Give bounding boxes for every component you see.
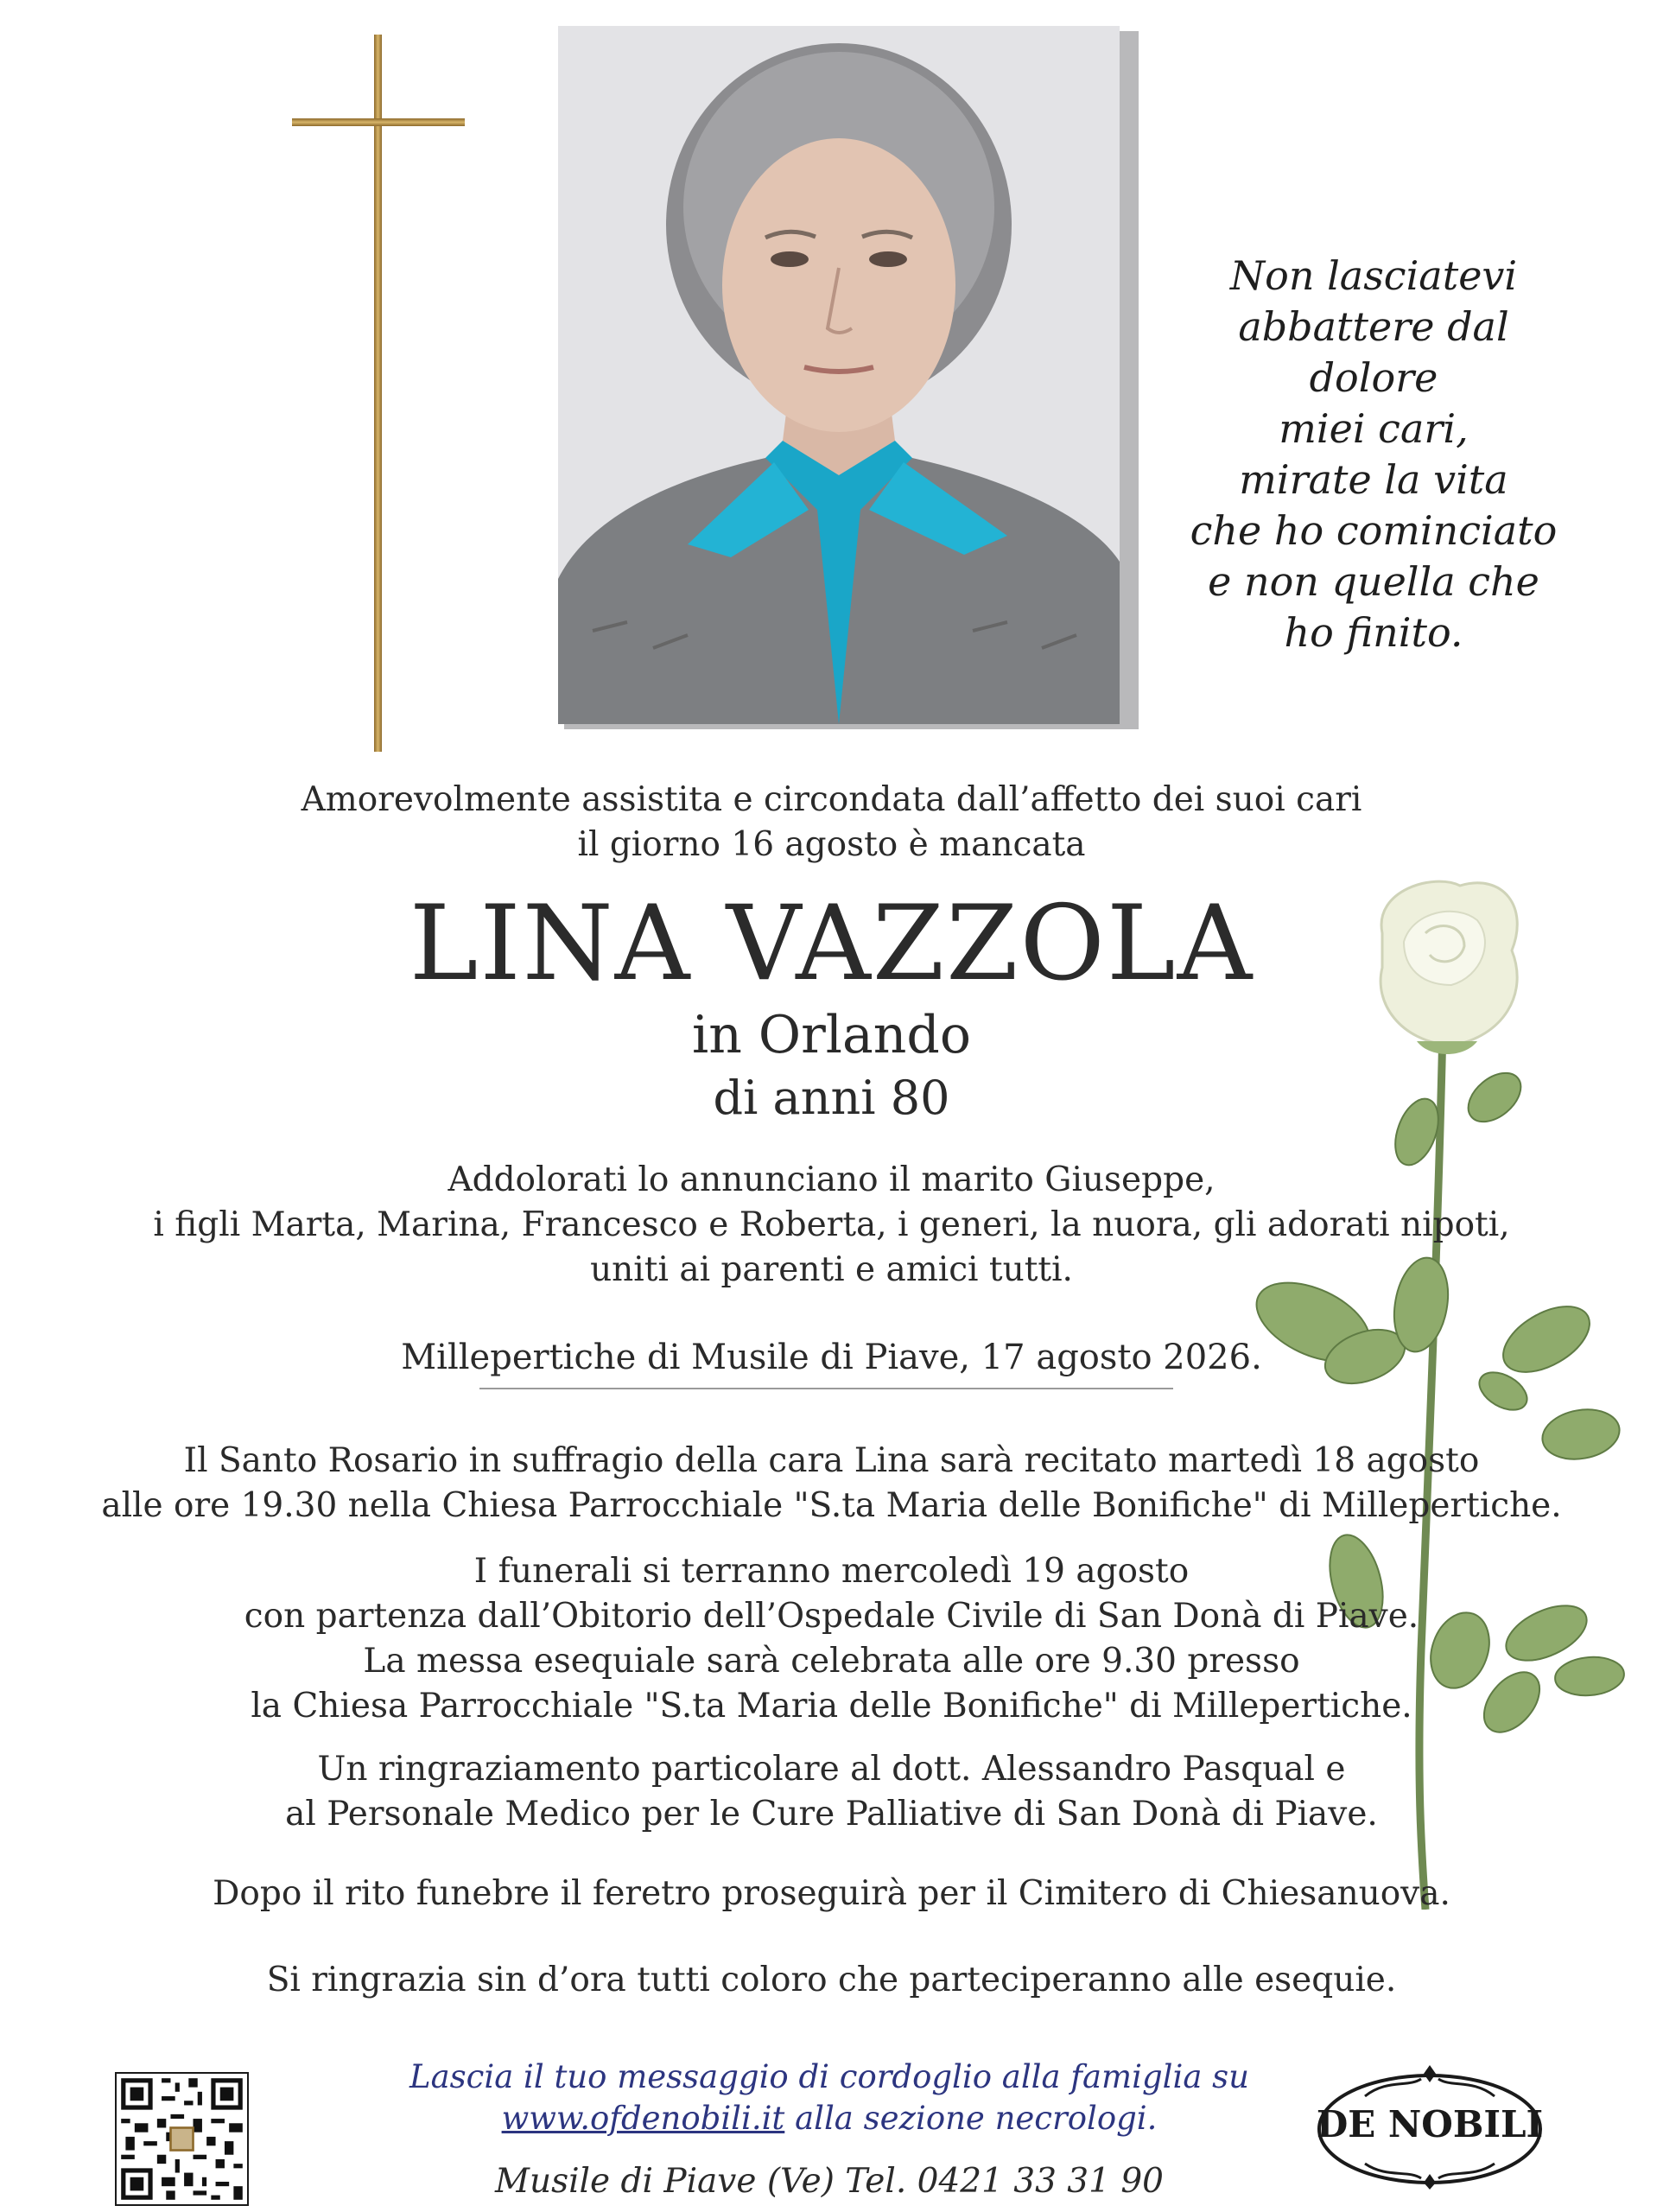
footer-message-line2 <box>328 2098 1330 2139</box>
footer-message <box>328 2056 1330 2139</box>
website-link[interactable]: www.ofdenobili.it <box>501 2100 785 2137</box>
funeral-line: la Chiesa Parrocchiale "S.ta Maria delle Bonifiche" di Millepertiche. <box>251 1687 1412 1726</box>
announcement-line: Addolorati lo annunciano il marito Giuseppe, <box>447 1160 1216 1199</box>
funeral-line: con partenza dall’Obitorio dell’Ospedale Civile di San Donà di Piave. <box>244 1597 1419 1636</box>
cross-icon <box>292 35 465 752</box>
qr-code-icon[interactable] <box>115 2072 249 2206</box>
announcement-line: uniti ai parenti e amici tutti. <box>590 1250 1073 1289</box>
burial-notice: Dopo il rito funebre il feretro proseguirà per il Cimitero di Chiesanuova. <box>213 1874 1450 1913</box>
intro-line: Amorevolmente assistita e circondata dall’affetto dei suoi cari <box>301 780 1362 819</box>
rosary-line: alle ore 19.30 nella Chiesa Parrocchiale "S.ta Maria delle Bonifiche" di Millepertiche. <box>101 1486 1562 1525</box>
funeral-line: I funerali si terranno mercoledì 19 agosto <box>473 1552 1190 1591</box>
poem-line: abbattere dal <box>1238 303 1509 350</box>
announcement <box>0 1158 1663 1293</box>
divider <box>479 1388 1173 1389</box>
portrait-photo <box>558 26 1120 724</box>
thanks-doctor <box>0 1747 1663 1837</box>
thanks-all: Si ringrazia sin d’ora tutti coloro che parteciperanno alle esequie. <box>266 1961 1397 1999</box>
poem-line: ho finito. <box>1284 609 1463 656</box>
intro-text <box>0 778 1663 868</box>
thanks-doctor-line: al Personale Medico per le Cure Palliative di San Donà di Piave. <box>285 1795 1378 1834</box>
thanks-doctor-line: Un ringraziamento particolare al dott. Alessandro Pasqual e <box>317 1750 1346 1789</box>
announcement-line: i figli Marta, Marina, Francesco e Roberta, i generi, la nuora, gli adorati nipoti, <box>153 1205 1510 1244</box>
poem-line: miei cari, <box>1279 405 1469 452</box>
funeral-line: La messa esequiale sarà celebrata alle ore 9.30 presso <box>363 1642 1300 1681</box>
footer-message-rest: alla sezione necrologi. <box>795 2100 1158 2137</box>
deceased-name: LINA VAZZOLA <box>409 884 1254 1004</box>
poem <box>1158 251 1590 658</box>
married-name: in Orlando <box>692 1005 971 1065</box>
intro-line: il giorno 16 agosto è mancata <box>577 825 1086 864</box>
footer-message-line1: Lascia il tuo messaggio di cordoglio alla famiglia su <box>409 2058 1249 2095</box>
poem-line: che ho cominciato <box>1190 507 1558 554</box>
logo-text: DE NOBILI <box>1316 2103 1544 2145</box>
footer-contact: Musile di Piave (Ve) Tel. 0421 33 31 90 <box>495 2162 1164 2201</box>
funeral-notice <box>0 1549 1663 1729</box>
rosary-notice <box>0 1439 1663 1529</box>
poem-line: mirate la vita <box>1239 456 1508 503</box>
place-date: Millepertiche di Musile di Piave, 17 agosto 2026. <box>401 1338 1262 1377</box>
poem-line: Non lasciatevi <box>1229 252 1518 299</box>
poem-line: e non quella che <box>1208 558 1539 605</box>
rosary-line: Il Santo Rosario in suffragio della cara Lina sarà recitato martedì 18 agosto <box>183 1441 1480 1480</box>
deceased-age: di anni 80 <box>713 1071 950 1125</box>
poem-line: dolore <box>1309 354 1438 401</box>
